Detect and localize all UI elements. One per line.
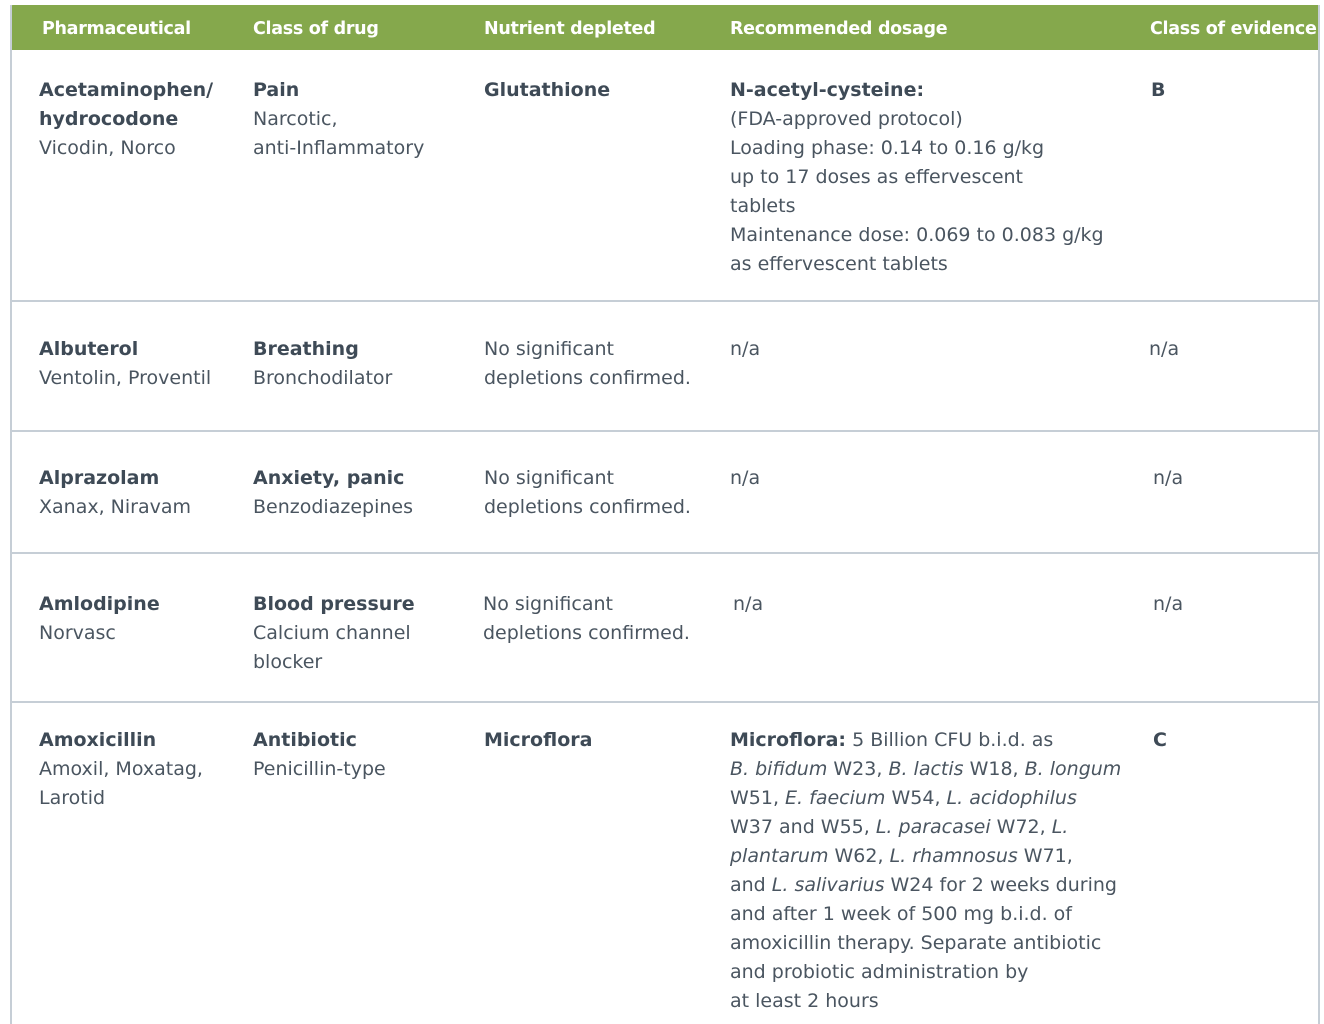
dosage-title: N-acetyl-cysteine: [730,79,925,101]
dosage-text: 5 Billion CFU b.i.d. as [846,729,1054,751]
dosage-value: n/a [730,338,761,360]
evidence-class: n/a [1153,593,1184,615]
dosage-line [730,784,1121,813]
dosage-text: W24 for 2 weeks during [884,874,1117,896]
dosage-text: W23, [827,758,889,780]
strain-name: L. rhamnosus [889,845,1018,867]
dosage-title: Microflora: [730,729,847,751]
pharmaceutical-cell [39,590,160,648]
strain-name: L. salivarius [771,874,885,896]
strain-name: L. [1051,816,1069,838]
dosage-cell [730,464,760,493]
nutrient-cell [484,726,592,755]
dosage-text: W37 and W55, [730,816,876,838]
class-cell [253,464,413,522]
dosage-line: at least 2 hours [730,990,879,1012]
dosage-line: Maintenance dose: 0.069 to 0.083 g/kg [730,224,1104,246]
dosage-text: W62, [828,845,890,867]
table-row [12,703,1318,1024]
pharmaceutical-name: Amoxicillin [39,729,157,751]
evidence-cell [1149,335,1179,364]
pharmaceutical-cell [39,464,191,522]
dosage-line: Loading phase: 0.14 to 0.16 g/kg [730,137,1045,159]
strain-name: B. bifidum [730,758,828,780]
dosage-line [730,726,1121,755]
nutrient-cell [484,76,610,105]
brand-names: Vicodin, Norco [39,137,176,159]
strain-name: plantarum [730,845,829,867]
dosage-text: W71, [1017,845,1073,867]
nutrient-depleted: No significant [484,467,614,489]
drug-subclass: Penicillin-type [253,758,386,780]
drug-subclass-cont: blocker [253,651,323,673]
table-row [12,302,1318,430]
table-row [12,50,1318,300]
evidence-cell [1153,590,1183,619]
pharmaceutical-cell [39,76,213,163]
nutrient-depleted-cont: depletions confirmed. [483,622,690,644]
class-cell [253,335,392,393]
class-cell [253,590,415,677]
pharmaceutical-name-cont: hydrocodone [39,108,179,130]
brand-names-cont: Larotid [39,787,106,809]
drug-nutrient-table [10,5,1320,1024]
strain-name: E. faecium [785,787,886,809]
evidence-class: B [1151,79,1166,101]
dosage-text: and [730,874,772,896]
pharmaceutical-cell [39,335,211,393]
header-class-of-evidence: Class of evidence [1150,19,1317,39]
dosage-value: n/a [730,467,761,489]
nutrient-depleted-cont: depletions confirmed. [484,496,691,518]
dosage-cell [730,726,1121,1016]
brand-names: Norvasc [39,622,116,644]
header-nutrient-depleted: Nutrient depleted [484,19,656,39]
dosage-text: W51, [730,787,786,809]
evidence-cell [1151,76,1165,105]
dosage-line: up to 17 doses as effervescent [730,166,1024,188]
dosage-line: and probiotic administration by [730,961,1029,983]
dosage-line: amoxicillin therapy. Separate antibiotic [730,932,1102,954]
dosage-value: n/a [733,593,764,615]
dosage-text: W72, [990,816,1052,838]
brand-names: Amoxil, Moxatag, [39,758,203,780]
drug-subclass: Benzodiazepines [253,496,413,518]
pharmaceutical-name: Amlodipine [39,593,160,615]
table-header [10,5,1320,50]
table-row [12,432,1318,552]
drug-subclass: Bronchodilator [253,367,393,389]
brand-names: Xanax, Niravam [39,496,192,518]
dosage-line: tablets [730,195,796,217]
nutrient-depleted-cont: depletions confirmed. [484,367,691,389]
evidence-cell [1153,464,1183,493]
nutrient-cell [483,590,690,648]
class-cell [253,76,424,163]
strain-name: B. longum [1024,758,1122,780]
header-class-of-drug: Class of drug [253,19,379,39]
header-recommended-dosage: Recommended dosage [730,19,948,39]
drug-class: Antibiotic [253,729,357,751]
nutrient-depleted: No significant [484,338,614,360]
nutrient-depleted: Microflora [484,729,593,751]
pharmaceutical-cell [39,726,203,813]
nutrient-depleted: Glutathione [484,79,611,101]
table-row [12,554,1318,701]
pharmaceutical-name: Albuterol [39,338,139,360]
dosage-line: as effervescent tablets [730,253,948,275]
strain-name: B. lactis [888,758,964,780]
evidence-class: n/a [1149,338,1180,360]
dosage-line: and after 1 week of 500 mg b.i.d. of [730,903,1072,925]
dosage-line [730,842,1121,871]
strain-name: L. acidophilus [946,787,1077,809]
brand-names: Ventolin, Proventil [39,367,212,389]
evidence-class: n/a [1153,467,1184,489]
pharmaceutical-name: Acetaminophen/ [39,79,214,101]
pharmaceutical-name: Alprazolam [39,467,160,489]
dosage-line: (FDA-approved protocol) [730,108,963,130]
dosage-line [730,755,1121,784]
evidence-cell [1153,726,1167,755]
drug-class: Pain [253,79,300,101]
header-pharmaceutical: Pharmaceutical [42,19,191,39]
class-cell [253,726,386,784]
dosage-cell [733,590,763,619]
nutrient-depleted: No significant [483,593,613,615]
evidence-class: C [1153,729,1167,751]
drug-class: Breathing [253,338,359,360]
dosage-line [730,871,1121,900]
drug-subclass: Narcotic, [253,108,338,130]
dosage-line [730,813,1121,842]
nutrient-cell [484,335,691,393]
drug-class: Blood pressure [253,593,415,615]
drug-subclass: Calcium channel [253,622,411,644]
dosage-text: W18, [963,758,1025,780]
drug-subclass-cont: anti-Inflammatory [253,137,425,159]
dosage-cell [730,335,760,364]
dosage-text: W54, [885,787,947,809]
drug-class: Anxiety, panic [253,467,405,489]
dosage-cell [730,76,1104,279]
strain-name: L. paracasei [875,816,991,838]
nutrient-cell [484,464,691,522]
